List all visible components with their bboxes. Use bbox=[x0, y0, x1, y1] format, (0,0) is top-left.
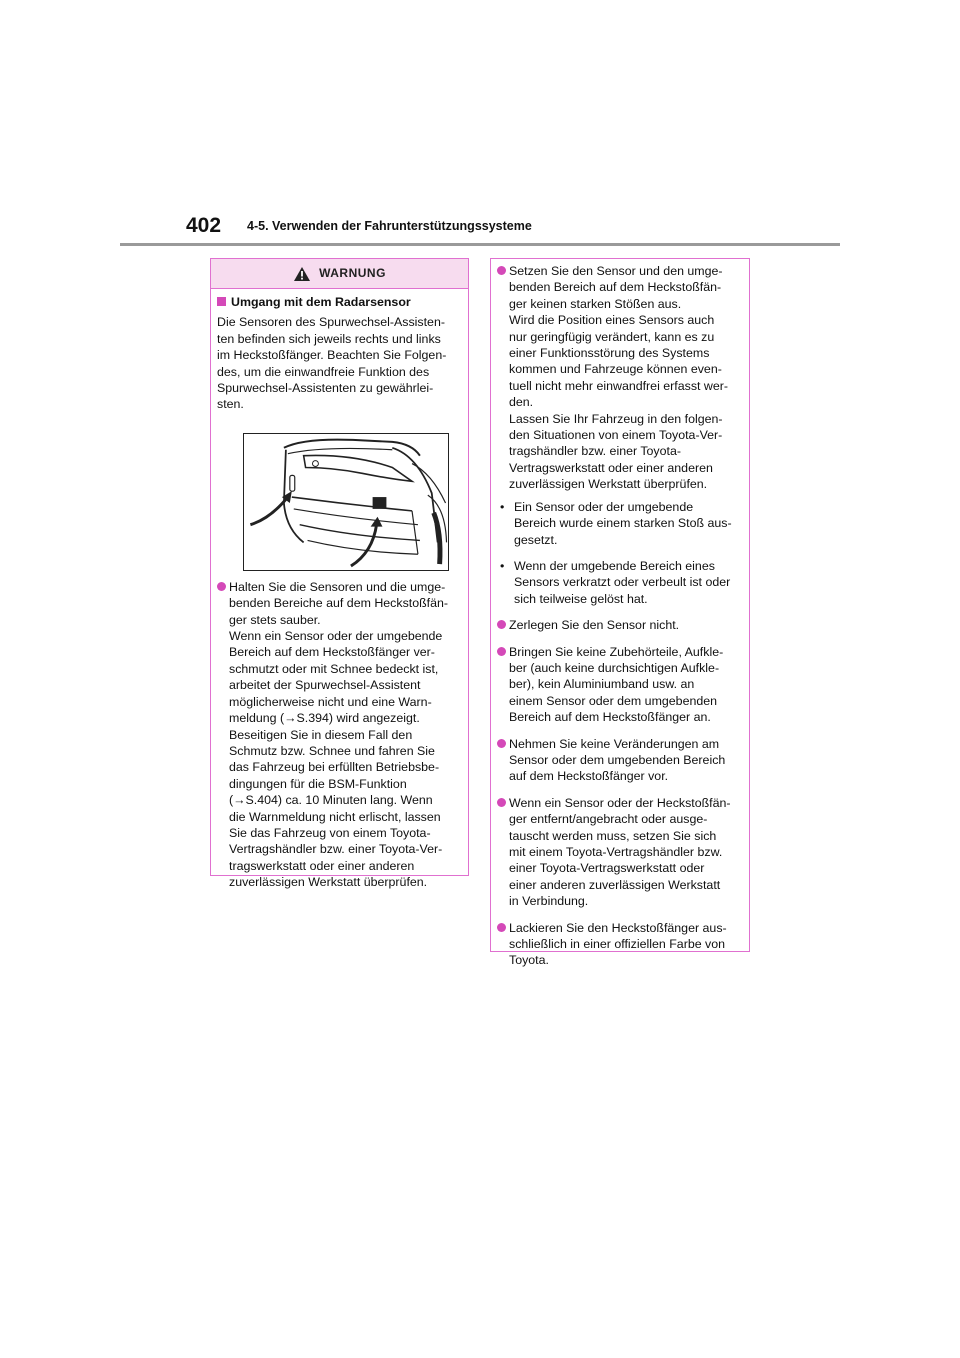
text-line: sten. bbox=[217, 397, 244, 412]
text-line: benden Bereiche auf dem Heckstoßfän- bbox=[229, 596, 449, 611]
text-line: den Situationen von einem Toyota-Ver- bbox=[509, 428, 723, 443]
text-line: Ein Sensor oder der umgebende bbox=[514, 499, 694, 514]
text-line: benden Bereich auf dem Heckstoßfän- bbox=[509, 280, 722, 295]
text-line: kommen und Fahrzeuge können even- bbox=[509, 362, 722, 377]
text-line: tauscht werden muss, setzen Sie sich bbox=[509, 828, 717, 843]
text-line: Bereich auf dem Heckstoßfänger ver- bbox=[229, 645, 435, 660]
text-line: des, um die einwandfreie Funktion des bbox=[217, 364, 430, 379]
rear-bumper-sensor-illustration bbox=[243, 433, 449, 571]
text-line: Lackieren Sie den Heckstoßfänger aus- bbox=[509, 920, 727, 935]
sub-item-2-text bbox=[514, 558, 743, 607]
warning-box bbox=[210, 258, 469, 890]
text-line: ger keinen starken Stößen aus. bbox=[509, 296, 682, 311]
sub-item-1-text bbox=[514, 499, 743, 548]
sub-list-item-2 bbox=[497, 558, 743, 607]
text-line: ten befinden sich jeweils rechts und links bbox=[217, 331, 441, 346]
text-line: einer Toyota-Vertragswerkstatt oder bbox=[509, 861, 705, 876]
pink-dot-icon bbox=[497, 798, 506, 807]
warning-list-item bbox=[217, 579, 460, 891]
text-line: ger entfernt/angebracht oder ausge- bbox=[509, 812, 708, 827]
text-line: Wenn ein Sensor oder der Heckstoßfän- bbox=[509, 795, 731, 810]
text-line: Bereich auf dem Heckstoßfänger an. bbox=[509, 710, 711, 725]
text-line: Sensors verkratzt oder verbeult ist oder bbox=[514, 575, 731, 590]
right-item-6-text bbox=[509, 920, 743, 969]
right-item-2-text bbox=[509, 617, 743, 633]
warning-body bbox=[211, 289, 468, 891]
text-line: tragshändler bzw. einer Toyota- bbox=[509, 444, 681, 459]
text-line: arbeitet der Spurwechsel-Assistent bbox=[229, 678, 421, 693]
header-rule bbox=[120, 243, 840, 246]
text-line: im Heckstoßfänger. Beachten Sie Folgen- bbox=[217, 348, 447, 363]
text-line: Setzen Sie den Sensor und den umge- bbox=[509, 264, 723, 278]
continuation-box bbox=[490, 258, 750, 968]
text-line: zuverlässigen Werkstatt überprüfen. bbox=[229, 875, 428, 890]
text-line: Sensor oder dem umgebenden Bereich bbox=[509, 752, 726, 767]
pink-dot-icon bbox=[497, 266, 506, 275]
text-line: tuell nicht mehr einwandfrei erfasst wer- bbox=[509, 378, 728, 393]
text-line: Wenn ein Sensor oder der umgebende bbox=[229, 629, 443, 644]
pink-dot-icon bbox=[217, 582, 226, 591]
text-line: Toyota. bbox=[509, 953, 549, 968]
text-line: sich teilweise gelöst hat. bbox=[514, 591, 648, 606]
pink-dot-icon bbox=[497, 923, 506, 932]
right-item-5-text bbox=[509, 795, 743, 910]
right-item-3-text bbox=[509, 644, 743, 726]
text-line: das Fahrzeug bei erfüllten Betriebsbe- bbox=[229, 760, 440, 775]
text-line: schließlich in einer offiziellen Farbe von bbox=[509, 937, 726, 952]
text-line: Sie das Fahrzeug von einem Toyota- bbox=[229, 825, 431, 840]
warning-intro bbox=[217, 314, 460, 412]
pink-dot-icon bbox=[497, 739, 506, 748]
text-line: Beseitigen Sie in diesem Fall den bbox=[229, 727, 413, 742]
text-line: möglicherweise nicht und eine Warn- bbox=[229, 694, 432, 709]
text-line: den. bbox=[509, 395, 534, 410]
right-list-item-5 bbox=[497, 795, 743, 910]
pink-dot-icon bbox=[497, 620, 506, 629]
text-line: einer anderen zuverlässigen Werkstatt bbox=[509, 877, 721, 892]
text-line: einem Sensor oder dem umgebenden bbox=[509, 693, 718, 708]
text-line: Zerlegen Sie den Sensor nicht. bbox=[509, 618, 680, 633]
pink-square-icon bbox=[217, 297, 226, 306]
text-line: dingungen für die BSM-Funktion bbox=[229, 776, 407, 791]
warning-triangle-icon bbox=[293, 266, 311, 282]
right-list-item-2 bbox=[497, 617, 743, 633]
continuation-body bbox=[491, 259, 749, 969]
right-list-item-3 bbox=[497, 644, 743, 726]
warning-header bbox=[211, 259, 468, 289]
text-line: ber), kein Aluminiumband usw. an bbox=[509, 677, 695, 692]
warning-heading bbox=[217, 294, 460, 310]
right-list-item-1 bbox=[497, 263, 743, 607]
text-line: (→S.404) ca. 10 Minuten lang. Wenn bbox=[229, 793, 433, 808]
text-line: auf dem Heckstoßfänger vor. bbox=[509, 769, 669, 784]
text-line: die Warnmeldung nicht erlischt, lassen bbox=[229, 809, 441, 824]
text-line: Wird die Position eines Sensors auch bbox=[509, 313, 715, 328]
text-line: ber (auch keine durchsichtigen Aufkle- bbox=[509, 660, 720, 675]
text-line: zuverlässigen Werkstatt überprüfen. bbox=[509, 477, 708, 492]
text-line: Wenn der umgebende Bereich eines bbox=[514, 558, 715, 573]
right-item-1-text bbox=[509, 263, 743, 493]
bullet-marker: • bbox=[500, 558, 505, 573]
page-number: 402 bbox=[186, 214, 222, 237]
text-line: Vertragswerkstatt oder einer anderen bbox=[509, 460, 713, 475]
text-line: Nehmen Sie keine Veränderungen am bbox=[509, 736, 720, 751]
text-line: einer Funktionsstörung des Systems bbox=[509, 346, 710, 361]
text-line: schmutzt oder mit Schnee bedeckt ist, bbox=[229, 661, 439, 676]
text-line: in Verbindung. bbox=[509, 894, 589, 909]
sub-list-item-1 bbox=[497, 499, 743, 548]
right-item-4-text bbox=[509, 736, 743, 785]
text-line: tragswerkstatt oder einer anderen bbox=[229, 858, 415, 873]
right-list-item-4 bbox=[497, 736, 743, 785]
warning-title: WARNUNG bbox=[319, 266, 386, 281]
text-line: ger stets sauber. bbox=[229, 612, 321, 627]
text-line: meldung (→S.394) wird angezeigt. bbox=[229, 711, 420, 726]
pink-dot-icon bbox=[497, 647, 506, 656]
text-line: Die Sensoren des Spurwechsel-Assisten- bbox=[217, 315, 445, 330]
text-line: nur geringfügig verändert, kann es zu bbox=[509, 329, 715, 344]
text-line: Lassen Sie Ihr Fahrzeug in den folgen- bbox=[509, 411, 723, 426]
right-list-item-6 bbox=[497, 920, 743, 969]
bullet-marker: • bbox=[500, 499, 505, 514]
section-title: 4-5. Verwenden der Fahrunterstützungssysteme bbox=[247, 219, 532, 233]
text-line: Spurwechsel-Assistenten zu gewährlei- bbox=[217, 381, 434, 396]
text-line: Vertragshändler bzw. einer Toyota-Ver- bbox=[229, 842, 443, 857]
text-line: mit einem Toyota-Vertragshändler bzw. bbox=[509, 845, 723, 859]
text-line: Bringen Sie keine Zubehörteile, Aufkle- bbox=[509, 644, 724, 659]
text-line: Halten Sie die Sensoren und die umge- bbox=[229, 579, 446, 594]
text-line: gesetzt. bbox=[514, 532, 558, 547]
warning-heading-text: Umgang mit dem Radarsensor bbox=[231, 295, 411, 309]
text-line: Schmutz bzw. Schnee und fahren Sie bbox=[229, 743, 435, 758]
warning-item-1-text bbox=[229, 579, 460, 891]
text-line: Bereich wurde einem starken Stoß aus- bbox=[514, 516, 732, 531]
